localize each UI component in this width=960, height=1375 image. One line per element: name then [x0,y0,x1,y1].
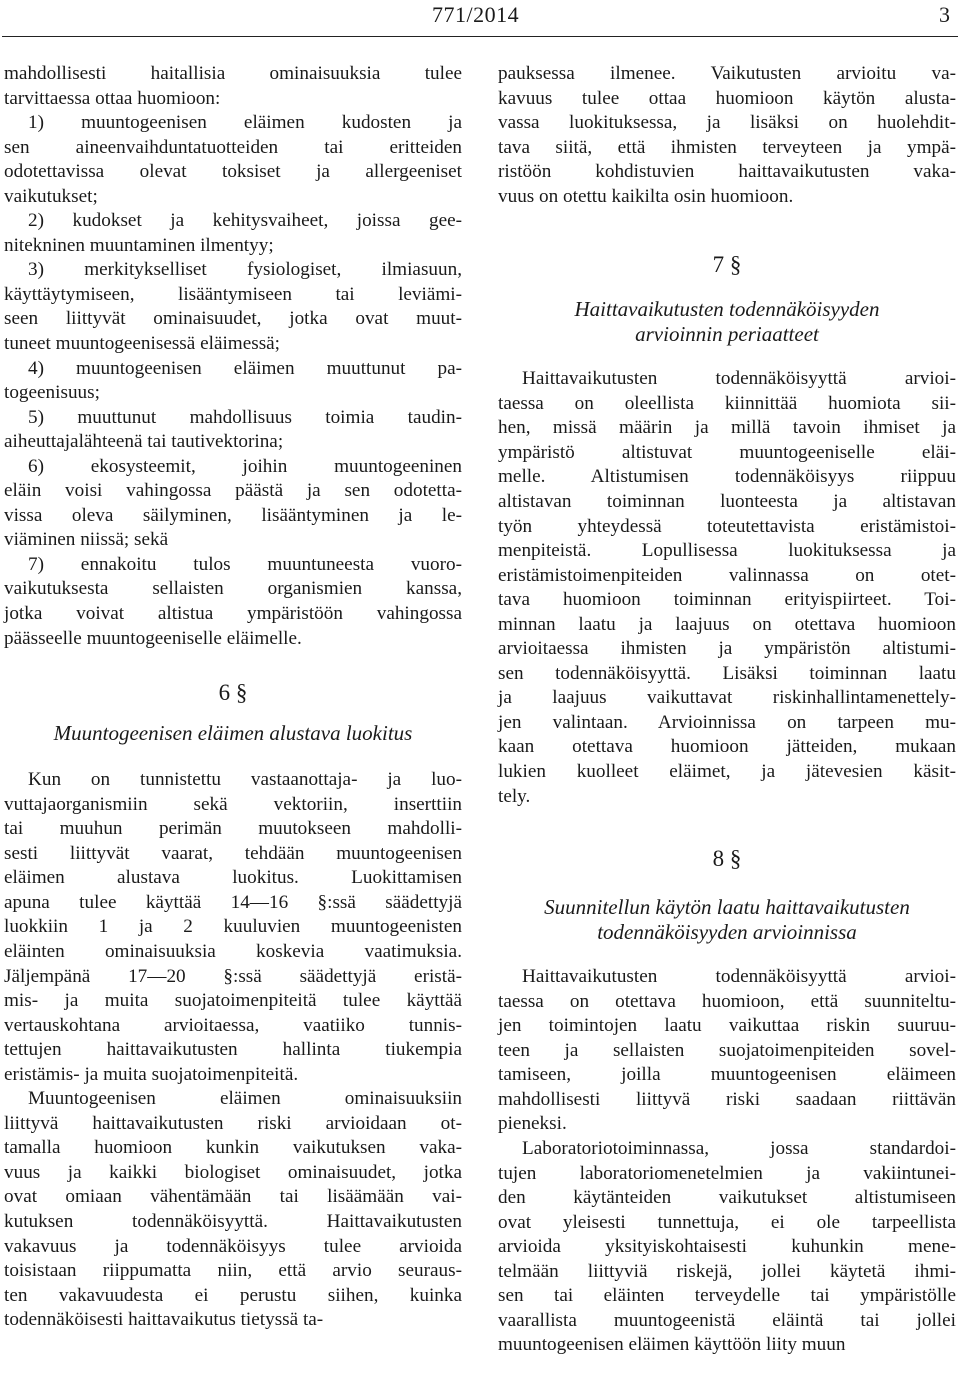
text-line: viäminen niissä; sekä [4,529,169,551]
text-line: tava huomioon toiminnan erityispiirteet. Toi- [498,589,956,611]
text-line: tujen laboratoriomenetelmien ja vakiintunei- [498,1162,956,1184]
right-column [498,62,956,1358]
text-line: vuus on otettu kaikilta osin huomioon. [498,185,794,207]
document-number: 771/2014 [432,2,520,27]
text-line: vaarallista muuntogeenistä eläintä tai jollei [498,1309,956,1331]
left-column [4,62,462,1333]
text-line: telmään liittyviä riskejä, jollei käytetä ihmi- [498,1260,956,1282]
section-8-title-line1: Suunnitellun käytön laatu haittavaikutusten [544,895,910,920]
text-line: eläin voisi vahingossa päästä ja sen odotetta- [4,480,462,502]
text-line: nitekninen muuntaminen ilmentyy; [4,234,274,256]
section-7-number: 7 § [712,252,742,278]
text-line: työn yhteydessä toteutettavista eristämistoi- [498,515,956,537]
text-line: tarvittaessa ottaa huomioon: [4,87,221,109]
text-line: jen toimintojen laatu vaikuttaa riskin suuruu- [498,1015,956,1037]
text-line: eristämistoimenpiteiden valinnassa on otet- [498,564,956,586]
text-line: arvioida yksityiskohtaisesti kuhunkin mene- [498,1236,956,1258]
text-line: jen valintaan. Arvioinnissa on tarpeen mu- [498,711,956,733]
text-line: ristöön kohdistuvien haittavaikutusten vaka- [498,161,956,183]
text-line: luokkiin 1 ja 2 kuuluvien muuntogeenisten [4,916,462,938]
text-line: päässeelle muuntogeeniselle eläimelle. [4,627,302,649]
section-7-body [498,367,956,809]
text-line: jotka voivat altistua ympäristöön vahingossa [4,603,462,625]
text-line: taessa on otettava huomioon, että suunniteltu- [498,990,956,1012]
text-line: mis- ja muita suojatoimenpiteitä tulee käyttää [4,990,462,1012]
text-line: muuntogeenisen eläimen käyttöön liity muun [498,1334,846,1356]
text-line: minnan laatu ja laajuus on otettava huomioon [498,613,956,635]
text-line: Laboratoriotoiminnassa, jossa standardoi- [522,1137,956,1159]
text-line: vertauskohtana arvioitaessa, vaatiiko tunnis- [4,1014,462,1036]
text-line: Haittavaikutusten todennäköisyyttä arvioi- [522,368,956,390]
text-line: 1) muuntogeenisen eläimen kudosten ja [28,112,462,134]
text-line: 2) kudokset ja kehitysvaiheet, joissa gee- [28,210,462,232]
text-line: 4) muuntogeenisen eläimen muuttunut pa- [28,357,462,379]
text-line: altistavan toiminnan luonteesta ja altistavan [498,491,956,513]
text-line: teen ja sellaisten suojatoimenpiteiden sovel- [498,1039,956,1061]
text-line: 3) merkitykselliset fysiologiset, ilmiasuun, [28,259,462,281]
text-line: 5) muuttunut mahdollisuus toimia taudin- [28,406,462,428]
text-line: tava siitä, että ihmisten terveyteen ja ympä- [498,136,956,158]
text-line: den käytänteiden vaikutukset altistumiseen [498,1187,956,1209]
text-line: 7) ennakoitu tulos muuntuneesta vuoro- [28,553,462,575]
section-6-number: 6 § [218,680,248,706]
text-line: sesti liittyvät vaarat, tehdään muuntogeenisen [4,842,462,864]
text-line: hen, missä määrin ja millä tavoin ihmiset ja [498,417,956,439]
text-line: pauksessa ilmenee. Vaikutusten arvioitu va- [498,63,956,84]
text-line: kutuksen todennäköisyyttä. Haittavaikutusten [4,1210,462,1232]
text-line: togeenisuus; [4,382,100,404]
text-line: Haittavaikutusten todennäköisyyttä arvioi- [522,966,956,988]
text-line: vaikutukset; [4,185,98,207]
text-line: vuttajaorganismiin sekä vektoriin, inserttiin [4,793,462,815]
text-line: tamiseen, joilla muuntogeenisen eläimeen [498,1064,956,1086]
text-line: lukien kuolleet eläimet, ja jätevesien käsit- [498,761,956,783]
text-line: käyttäytymiseen, lisääntymiseen tai leviämi- [4,283,462,305]
text-line: ovat yleisesti tunnettuja, ei ole tarpeellista [498,1211,956,1233]
text-line: ja laajuus vaikuttavat riskinhallintamenettely- [498,687,956,709]
text-line: tettujen haittavaikutusten hallinta tiukempia [4,1039,462,1061]
text-line: mahdollisesti liittyvä riski saadaan riittävän [498,1088,956,1110]
section-8-title-line2: todennäköisyyden arvioinnissa [597,920,857,945]
section-8-body [498,965,956,1358]
text-line: tamalla huomioon kunkin vaikutuksen vaka- [4,1137,462,1159]
text-line: eläimen alustava luokitus. Luokittamisen [4,867,462,889]
section-7-title-line2: arvioinnin periaatteet [635,322,819,347]
text-line: menpiteistä. Lopullisessa luokituksessa ja [498,540,956,562]
text-line: melle. Altistumisen todennäköisyys riippuu [498,466,956,488]
section-6-title: Muuntogeenisen eläimen alustava luokitus [53,721,413,746]
text-line: arvioitaessa ihmisten ja ympäristön altistumi- [498,638,956,660]
text-line: vassa luokituksessa, ja lisäksi on huolehdit- [498,112,956,134]
text-line: toisistaan riippumatta niin, että arvio seuraus- [4,1260,462,1282]
text-line: pieneksi. [498,1113,567,1135]
text-line: vuus ja kaikki biologiset ominaisuudet, jotka [4,1161,462,1183]
text-line: seen liittyvät ominaisuudet, jotka ovat muut- [4,308,462,330]
section-7-title-line1: Haittavaikutusten todennäköisyyden [574,297,880,322]
left-intro-text [4,62,462,651]
text-line: ten vakavuudesta ei perustu siihen, kuinka [4,1284,462,1306]
text-line: tai muuhun perimän muutokseen mahdolli- [4,818,462,840]
text-line: odotettavissa olevat toksiset ja allergeeniset [4,161,462,183]
right-intro-text [498,62,956,209]
text-line: apuna tulee käyttää 14—16 §:ssä säädettyjä [4,891,462,913]
text-line: mahdollisesti haitallisia ominaisuuksia tulee [4,63,462,84]
text-line: vakavuus ja todennäköisyys tulee arvioida [4,1235,462,1257]
text-line: kaan otettava huomioon jätteiden, mukaan [498,736,956,758]
text-line: 6) ekosysteemit, joihin muuntogeeninen [28,455,462,477]
text-line: Muuntogeenisen eläimen ominaisuuksiin [28,1088,462,1110]
text-line: vissa oleva säilyminen, lisääntyminen ja le- [4,504,462,526]
text-line: liittyvä haittavaikutusten riski arvioidaan ot- [4,1112,462,1134]
section-6-body [4,768,462,1333]
text-line: todennäköisesti haittavaikutus tietyssä ta- [4,1309,324,1331]
text-line: eristämis- ja muita suojatoimenpiteitä. [4,1063,299,1085]
text-line: sen tai eläinten terveydelle tai ympäristölle [498,1285,956,1307]
page-number: 3 [939,2,950,27]
text-line: aiheuttajalähteenä tai tautivektorina; [4,431,284,453]
text-line: sen aineenvaihduntatuotteiden tai eritteiden [4,136,462,158]
text-line: ympäristö altistuvat muuntogeeniselle eläi- [498,441,956,463]
header-divider [2,36,958,37]
text-line: Jäljempänä 17—20 §:ssä säädettyjä eristä- [4,965,462,987]
text-line: taessa on oleellista kiinnittää huomiota sii- [498,392,956,414]
text-line: Kun on tunnistettu vastaanottaja- ja luo- [28,769,462,791]
text-line: vaikutuksesta sellaisten organismien kanssa, [4,578,462,600]
text-line: tuneet muuntogeenisessä eläimessä; [4,333,281,355]
text-line: kavuus tulee ottaa huomioon käytön alusta- [498,87,956,109]
text-line: ovat omiaan vähentämään tai lisäämään vai- [4,1186,462,1208]
text-line: eläinten ominaisuuksia koskevia vaatimuksia. [4,940,462,962]
section-8-number: 8 § [712,846,742,872]
text-line: sen todennäköisyyttä. Lisäksi toiminnan laatu [498,662,956,684]
text-line: tely. [498,785,531,807]
